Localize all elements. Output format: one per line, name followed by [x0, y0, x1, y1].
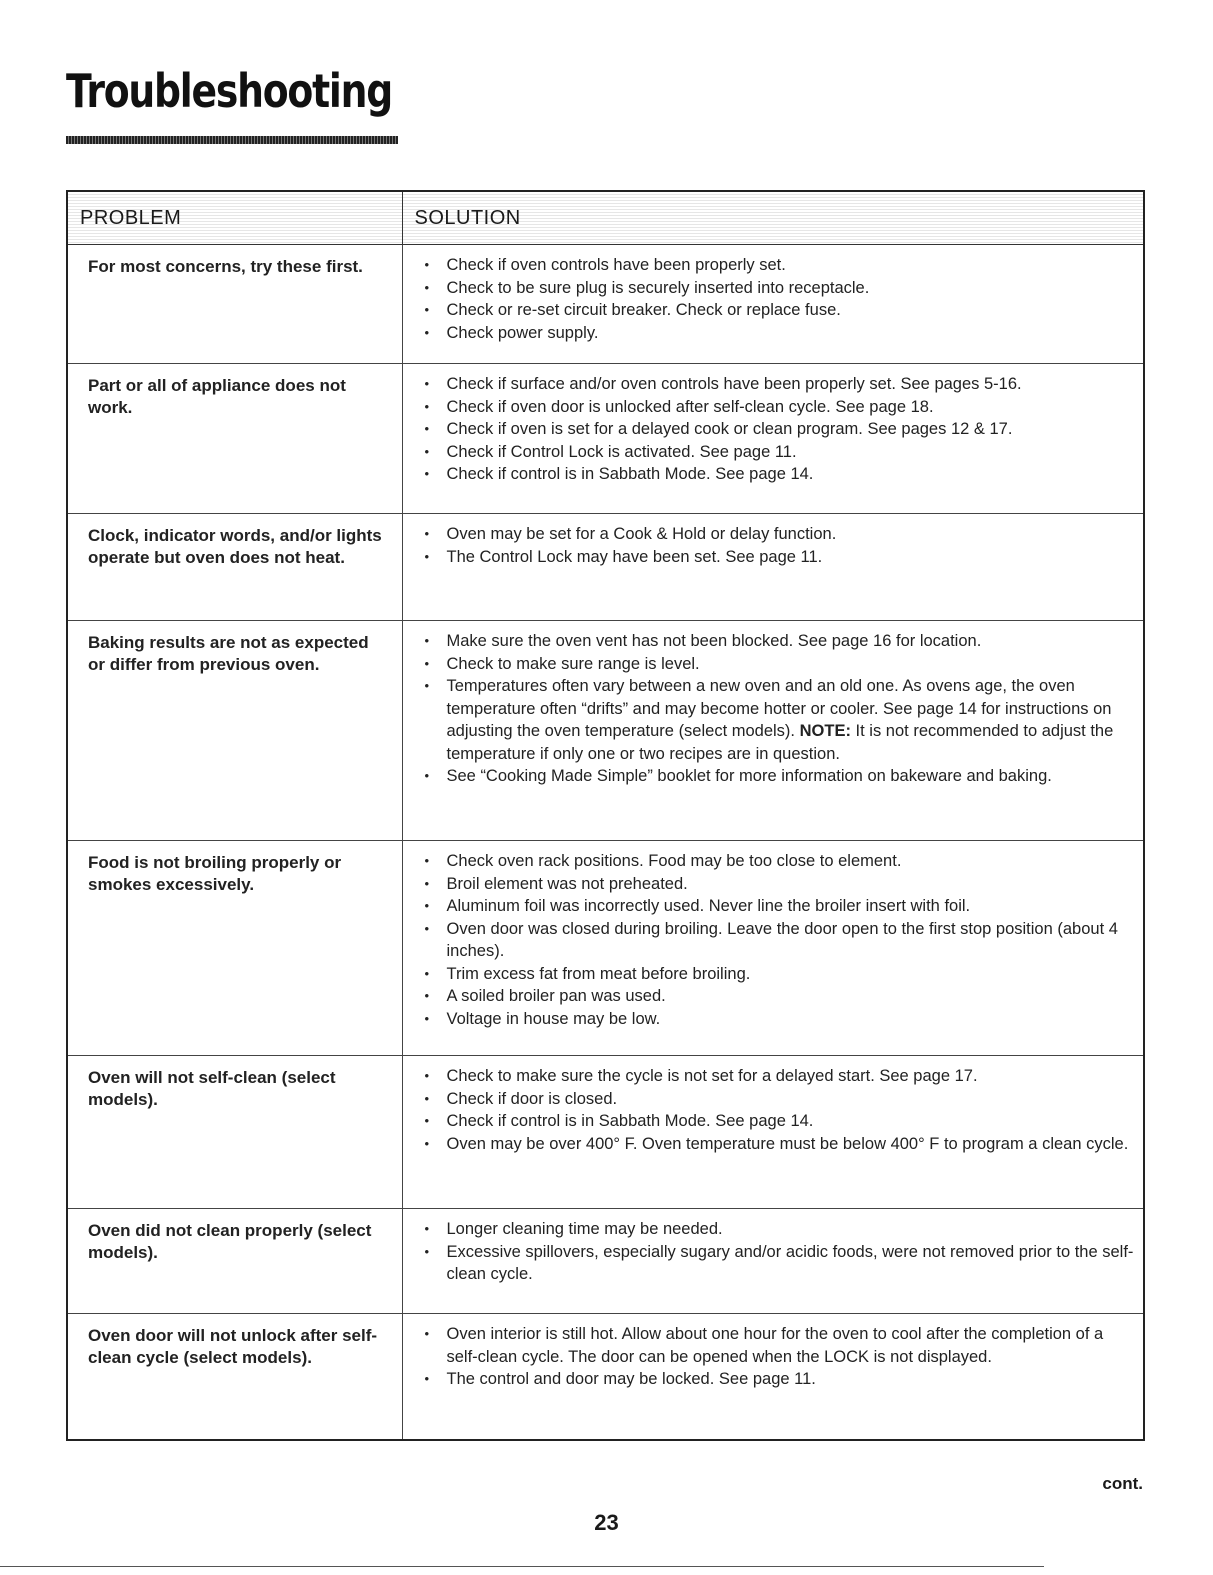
table-row — [67, 621, 1144, 841]
problem-cell: Part or all of appliance does not work. — [67, 364, 402, 514]
solution-item: • Check if door is closed. — [425, 1088, 1136, 1111]
problem-cell: Food is not broiling properly or smokes excessively. — [67, 841, 402, 1056]
solution-item: • Longer cleaning time may be needed. — [425, 1218, 1136, 1241]
problem-cell: Clock, indicator words, and/or lights operate but oven does not heat. — [67, 514, 402, 621]
solution-cell — [402, 1056, 1144, 1209]
table-row — [67, 1314, 1144, 1440]
table-header-row — [67, 191, 1144, 245]
solution-item: • The Control Lock may have been set. See page 11. — [425, 546, 1136, 569]
solution-list — [425, 1065, 1136, 1155]
solution-cell — [402, 514, 1144, 621]
solution-item — [425, 675, 1136, 765]
solution-item: • Oven interior is still hot. Allow about one hour for the oven to cool after the completion of a self-clean cycle. The door can be opened when the LOCK is not displayed. — [425, 1323, 1136, 1368]
solution-item: • Check to make sure the cycle is not set for a delayed start. See page 17. — [425, 1065, 1136, 1088]
problem-cell: For most concerns, try these first. — [67, 245, 402, 364]
problem-cell: Baking results are not as expected or differ from previous oven. — [67, 621, 402, 841]
solution-cell — [402, 1209, 1144, 1314]
solution-item: • Trim excess fat from meat before broiling. — [425, 963, 1136, 986]
solution-list — [425, 254, 1136, 344]
table-row — [67, 841, 1144, 1056]
table-row — [67, 364, 1144, 514]
solution-item: • Excessive spillovers, especially sugary and/or acidic foods, were not removed prior to the self-clean cycle. — [425, 1241, 1136, 1286]
solution-cell — [402, 841, 1144, 1056]
page-title: Troubleshooting — [66, 64, 392, 118]
solution-list — [425, 630, 1136, 788]
solution-item: • Broil element was not preheated. — [425, 873, 1136, 896]
solution-item: • A soiled broiler pan was used. — [425, 985, 1136, 1008]
solution-list — [425, 1323, 1136, 1391]
solution-item: • Oven door was closed during broiling. Leave the door open to the first stop position (about 4 inches). — [425, 918, 1136, 963]
note-label: NOTE: — [799, 722, 851, 740]
solution-item: • Oven may be set for a Cook & Hold or delay function. — [425, 523, 1136, 546]
title-underline — [66, 136, 398, 144]
solution-item: • Make sure the oven vent has not been blocked. See page 16 for location. — [425, 630, 1136, 653]
solution-cell — [402, 1314, 1144, 1440]
solution-item-text: Temperatures often vary between a new oven and an old one. As ovens age, the oven temperature often “drifts” and may become hotter or cooler. See page 14 for instructions on adjusting the oven temperature (select models). — [446, 677, 1112, 740]
troubleshooting-table — [66, 190, 1145, 1441]
solution-item: • Aluminum foil was incorrectly used. Never line the broiler insert with foil. — [425, 895, 1136, 918]
table-row — [67, 1209, 1144, 1314]
solution-cell — [402, 245, 1144, 364]
solution-item: • Check oven rack positions. Food may be too close to element. — [425, 850, 1136, 873]
solution-item: • Check power supply. — [425, 322, 1136, 345]
page-number: 23 — [594, 1510, 619, 1535]
solution-item: • Oven may be over 400° F. Oven temperature must be below 400° F to program a clean cycle. — [425, 1133, 1136, 1156]
bottom-divider — [0, 1566, 1044, 1567]
solution-item: • Check or re-set circuit breaker. Check or replace fuse. — [425, 299, 1136, 322]
problem-cell: Oven will not self-clean (select models). — [67, 1056, 402, 1209]
solution-item: • Check to make sure range is level. — [425, 653, 1136, 676]
table-row — [67, 245, 1144, 364]
solution-list — [425, 1218, 1136, 1286]
solution-cell — [402, 621, 1144, 841]
note-text: It is not recommended to adjust the temperature if only one or two recipes are in question. — [446, 722, 1114, 763]
problem-header: PROBLEM — [67, 191, 402, 245]
solution-item: • See “Cooking Made Simple” booklet for more information on bakeware and baking. — [425, 765, 1136, 788]
solution-item: • Voltage in house may be low. — [425, 1008, 1136, 1031]
solution-header: SOLUTION — [402, 191, 1144, 245]
table-row — [67, 1056, 1144, 1209]
solution-item: • Check if Control Lock is activated. See page 11. — [425, 441, 1136, 464]
solution-list — [425, 523, 1136, 568]
problem-cell: Oven door will not unlock after self-clean cycle (select models). — [67, 1314, 402, 1440]
solution-item: • Check if oven controls have been properly set. — [425, 254, 1136, 277]
continued-label: cont. — [1102, 1474, 1143, 1493]
solution-item: • The control and door may be locked. See page 11. — [425, 1368, 1136, 1391]
solution-item: • Check if control is in Sabbath Mode. See page 14. — [425, 1110, 1136, 1133]
solution-item: • Check to be sure plug is securely inserted into receptacle. — [425, 277, 1136, 300]
solution-item: • Check if oven is set for a delayed cook or clean program. See pages 12 & 17. — [425, 418, 1136, 441]
solution-item: • Check if control is in Sabbath Mode. See page 14. — [425, 463, 1136, 486]
problem-cell: Oven did not clean properly (select models). — [67, 1209, 402, 1314]
solution-list — [425, 850, 1136, 1030]
solution-list — [425, 373, 1136, 486]
solution-item: • Check if oven door is unlocked after self-clean cycle. See page 18. — [425, 396, 1136, 419]
solution-cell — [402, 364, 1144, 514]
table-row — [67, 514, 1144, 621]
solution-item: • Check if surface and/or oven controls have been properly set. See pages 5-16. — [425, 373, 1136, 396]
